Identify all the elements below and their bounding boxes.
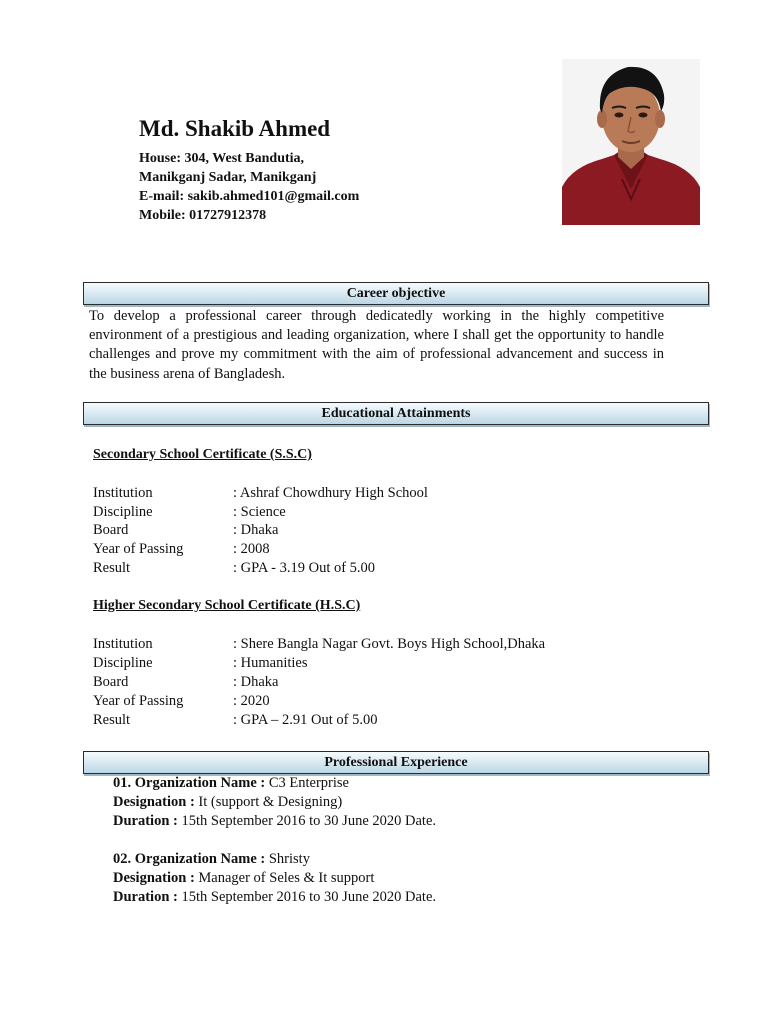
exp2-organization [113, 851, 310, 868]
ssc-value-year: : 2008 [233, 541, 270, 557]
candidate-name: Md. Shakib Ahmed [139, 116, 331, 141]
ssc-value-discipline: : Science [233, 504, 286, 520]
hsc-label-discipline: Discipline [93, 655, 153, 671]
exp1-org-value: C3 Enterprise [265, 775, 349, 791]
exp2-designation [113, 870, 374, 887]
ssc-label-institution: Institution [93, 485, 153, 501]
exp1-dur-label: Duration : [113, 813, 178, 829]
hsc-label-board: Board [93, 674, 129, 690]
hsc-label-institution: Institution [93, 636, 153, 652]
hsc-value-discipline: : Humanities [233, 655, 308, 671]
hsc-label-result: Result [93, 712, 131, 728]
exp1-org-label: 01. Organization Name : [113, 775, 266, 791]
education-heading: Educational Attainments [83, 402, 709, 425]
career-objective-heading: Career objective [83, 282, 709, 305]
email-line: E-mail: sakib.ahmed101@gmail.com [139, 189, 360, 204]
ssc-label-year: Year of Passing [93, 541, 184, 557]
hsc-title: Higher Secondary School Certificate (H.S.C) [93, 598, 361, 613]
hsc-value-result: : GPA – 2.91 Out of 5.00 [233, 712, 378, 728]
exp2-dur-label: Duration : [113, 889, 178, 905]
ssc-value-result: : GPA - 3.19 Out of 5.00 [233, 560, 376, 576]
profile-photo [562, 59, 700, 225]
exp2-duration [113, 889, 436, 906]
address-line-2: Manikganj Sadar, Manikganj [139, 170, 317, 185]
experience-heading: Professional Experience [83, 751, 709, 774]
hsc-value-board: : Dhaka [233, 674, 279, 690]
ssc-label-result: Result [93, 560, 131, 576]
exp2-org-label: 02. Organization Name : [113, 851, 266, 867]
hsc-value-year: : 2020 [233, 693, 270, 709]
exp2-desig-label: Designation : [113, 870, 195, 886]
career-objective-text: To develop a professional career through dedicatedly working in the highly competitive environment of a prestigious and leading organization, where I shall get the opportunity to handle challenges and prove my commitment with the aim of professional advancement and success in the business arena of Bangladesh. [89, 308, 664, 382]
ssc-value-board: : Dhaka [233, 522, 279, 538]
exp1-designation [113, 794, 342, 811]
exp2-desig-value: Manager of Seles & It support [194, 870, 375, 886]
address-line-1: House: 304, West Bandutia, [139, 151, 305, 166]
ssc-title: Secondary School Certificate (S.S.C) [93, 447, 312, 462]
exp1-desig-label: Designation : [113, 794, 195, 810]
hsc-value-institution: : Shere Bangla Nagar Govt. Boys High School,Dhaka [233, 636, 546, 652]
exp1-desig-value: It (support & Designing) [194, 794, 343, 810]
exp1-dur-value: 15th September 2016 to 30 June 2020 Date. [177, 813, 436, 829]
mobile-line: Mobile: 01727912378 [139, 208, 267, 223]
exp1-organization [113, 775, 349, 792]
ssc-value-institution: : Ashraf Chowdhury High School [233, 485, 428, 501]
ssc-label-board: Board [93, 522, 129, 538]
exp2-dur-value: 15th September 2016 to 30 June 2020 Date. [177, 889, 436, 905]
hsc-label-year: Year of Passing [93, 693, 184, 709]
exp1-duration [113, 813, 436, 830]
exp2-org-value: Shristy [265, 851, 310, 867]
ssc-label-discipline: Discipline [93, 504, 153, 520]
